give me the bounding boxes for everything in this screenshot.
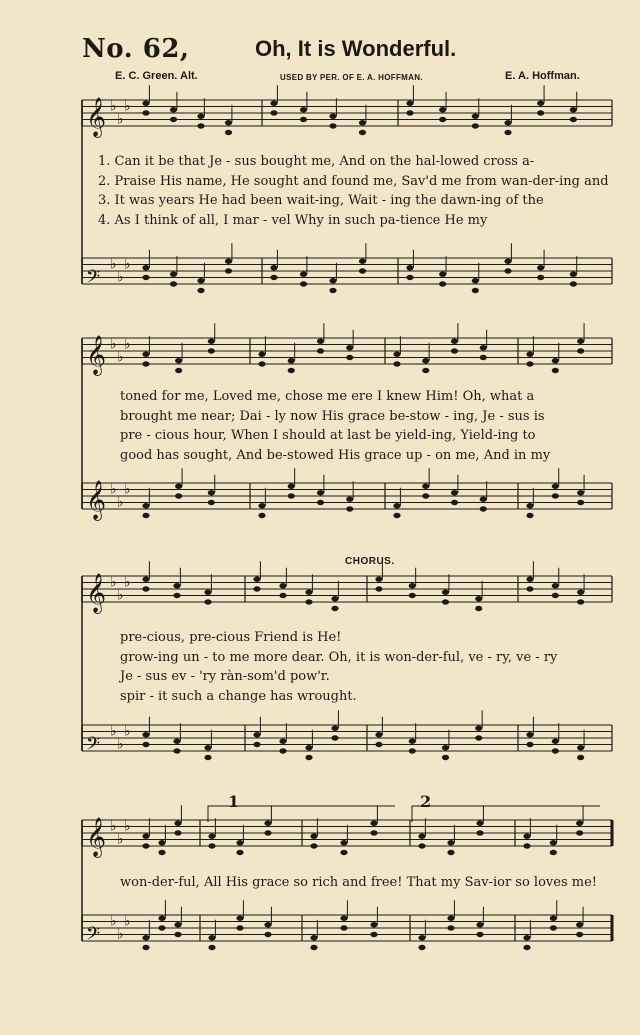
note-head	[472, 123, 479, 128]
note-head	[170, 117, 177, 122]
note-head	[409, 583, 416, 588]
flat-icon: ♭	[124, 723, 131, 740]
note-head	[552, 368, 559, 373]
note-head	[370, 922, 377, 927]
note-head	[577, 755, 584, 760]
note-head	[264, 922, 271, 927]
ending-number: 2	[420, 792, 432, 811]
bass-clef-icon: 𝄢	[86, 267, 101, 292]
note-head	[264, 821, 271, 826]
note-head	[451, 339, 458, 344]
note-head	[576, 932, 583, 937]
note-head	[175, 484, 182, 489]
note-head	[550, 916, 557, 921]
note-head	[236, 840, 243, 845]
note-head	[340, 850, 347, 855]
note-head	[300, 107, 307, 112]
note-head	[253, 732, 260, 737]
note-head	[305, 755, 312, 760]
note-head	[523, 945, 530, 950]
note-head	[158, 925, 165, 930]
lyric-line: pre-cious, pre-cious Friend is He!	[120, 630, 342, 645]
lyrics-system-4	[120, 873, 604, 893]
note-head	[552, 583, 559, 588]
note-head	[526, 577, 533, 582]
note-head	[170, 272, 177, 277]
flat-icon: ♭	[110, 818, 117, 835]
note-head	[359, 120, 366, 125]
note-head	[288, 358, 295, 363]
bass-clef-icon: 𝄢	[86, 734, 101, 759]
note-head	[439, 107, 446, 112]
note-head	[158, 850, 165, 855]
note-head	[476, 922, 483, 927]
bass-clef-icon: 𝄢	[86, 924, 101, 949]
flat-icon: ♭	[124, 574, 131, 591]
note-head	[577, 500, 584, 505]
note-head	[142, 742, 149, 747]
note-head	[158, 916, 165, 921]
note-head	[270, 101, 277, 106]
note-head	[370, 932, 377, 937]
note-head	[225, 259, 232, 264]
note-head	[550, 840, 557, 845]
note-head	[317, 339, 324, 344]
note-head	[439, 281, 446, 286]
note-head	[447, 925, 454, 930]
note-head	[300, 272, 307, 277]
note-head	[442, 590, 449, 595]
note-head	[472, 278, 479, 283]
note-head	[409, 748, 416, 753]
note-head	[236, 850, 243, 855]
note-head	[225, 130, 232, 135]
flat-icon: ♭	[124, 98, 131, 115]
note-head	[359, 130, 366, 135]
note-head	[329, 114, 336, 119]
note-head	[406, 110, 413, 115]
note-head	[476, 932, 483, 937]
note-head	[537, 275, 544, 280]
note-head	[331, 606, 338, 611]
note-head	[526, 503, 533, 508]
note-head	[329, 278, 336, 283]
note-head	[317, 490, 324, 495]
note-head	[142, 503, 149, 508]
flat-icon: ♭	[117, 494, 124, 511]
note-head	[331, 596, 338, 601]
note-head	[550, 925, 557, 930]
note-head	[442, 755, 449, 760]
note-head	[552, 748, 559, 753]
note-head	[208, 935, 215, 940]
note-head	[208, 500, 215, 505]
note-head	[418, 935, 425, 940]
note-head	[173, 748, 180, 753]
note-head	[310, 935, 317, 940]
note-head	[264, 932, 271, 937]
note-head	[208, 843, 215, 848]
flat-icon: ♭	[110, 481, 117, 498]
note-head	[253, 586, 260, 591]
music-credit: E. A. Hoffman.	[505, 70, 580, 82]
note-head	[310, 834, 317, 839]
note-head	[270, 110, 277, 115]
note-head	[279, 593, 286, 598]
note-head	[331, 726, 338, 731]
flat-icon: ♭	[117, 926, 124, 943]
lyric-line: pre - cious hour, When I should at last be yield-ing, Yield-ing to	[120, 428, 536, 443]
note-head	[576, 821, 583, 826]
note-head	[142, 577, 149, 582]
note-head	[447, 840, 454, 845]
note-head	[570, 281, 577, 286]
note-head	[480, 355, 487, 360]
note-head	[537, 265, 544, 270]
note-head	[142, 945, 149, 950]
note-head	[422, 368, 429, 373]
note-head	[406, 265, 413, 270]
note-head	[142, 275, 149, 280]
note-head	[329, 288, 336, 293]
note-head	[552, 739, 559, 744]
note-head	[476, 821, 483, 826]
note-head	[258, 361, 265, 366]
note-head	[158, 840, 165, 845]
note-head	[340, 925, 347, 930]
note-head	[173, 583, 180, 588]
note-head	[577, 590, 584, 595]
note-head	[142, 834, 149, 839]
note-head	[475, 596, 482, 601]
lyric-line: spir - it such a change has wrought.	[120, 688, 357, 704]
flat-icon: ♭	[110, 723, 117, 740]
flat-icon: ♭	[117, 831, 124, 848]
note-head	[270, 265, 277, 270]
note-head	[142, 513, 149, 518]
note-head	[504, 268, 511, 273]
flat-icon: ♭	[117, 736, 124, 753]
note-head	[317, 348, 324, 353]
note-head	[236, 925, 243, 930]
note-head	[406, 101, 413, 106]
lyric-line: 1. Can it be that Je - sus bought me, And on the hal-lowed cross a-	[98, 154, 535, 169]
note-head	[370, 821, 377, 826]
note-head	[236, 916, 243, 921]
note-head	[577, 745, 584, 750]
note-head	[204, 745, 211, 750]
note-head	[570, 117, 577, 122]
note-head	[279, 583, 286, 588]
note-head	[577, 599, 584, 604]
lyric-line: 3. It was years He had been wait-ing, Wait - ing the dawn-ing of the	[98, 193, 544, 208]
note-head	[142, 101, 149, 106]
note-head	[174, 932, 181, 937]
note-head	[526, 742, 533, 747]
note-head	[225, 120, 232, 125]
note-head	[370, 830, 377, 835]
note-head	[480, 497, 487, 502]
note-head	[346, 355, 353, 360]
note-head	[142, 361, 149, 366]
note-head	[504, 130, 511, 135]
words-credit: E. C. Green. Alt.	[115, 70, 198, 82]
note-head	[300, 117, 307, 122]
note-head	[288, 493, 295, 498]
note-head	[225, 268, 232, 273]
note-head	[317, 500, 324, 505]
note-head	[472, 114, 479, 119]
treble-clef-icon: 𝄞	[86, 817, 107, 857]
note-head	[526, 352, 533, 357]
note-head	[523, 935, 530, 940]
note-head	[406, 275, 413, 280]
lyric-line: toned for me, Loved me, chose me ere I knew Him! Oh, what a	[120, 389, 535, 404]
note-head	[253, 742, 260, 747]
note-head	[197, 288, 204, 293]
note-head	[375, 577, 382, 582]
note-head	[504, 120, 511, 125]
note-head	[142, 935, 149, 940]
note-head	[197, 278, 204, 283]
flat-icon: ♭	[110, 913, 117, 930]
lyric-line: grow-ing un - to me more dear. Oh, it is won-der-ful, ve - ry, ve - ry	[120, 649, 558, 665]
note-head	[197, 123, 204, 128]
note-head	[475, 726, 482, 731]
note-head	[526, 513, 533, 518]
note-head	[526, 586, 533, 591]
chorus-label: CHORUS.	[345, 556, 395, 567]
note-head	[480, 506, 487, 511]
flat-icon: ♭	[124, 481, 131, 498]
note-head	[422, 484, 429, 489]
note-head	[346, 506, 353, 511]
note-head	[331, 735, 338, 740]
note-head	[447, 850, 454, 855]
note-head	[142, 110, 149, 115]
note-head	[552, 593, 559, 598]
note-head	[208, 339, 215, 344]
note-head	[142, 265, 149, 270]
hymn-title: Oh, It is Wonderful.	[255, 36, 457, 61]
lyric-line: good has sought, And be-stowed His grace up - on me, And in my	[120, 447, 551, 463]
note-head	[204, 599, 211, 604]
note-head	[393, 503, 400, 508]
note-head	[442, 599, 449, 604]
note-head	[577, 339, 584, 344]
note-head	[346, 345, 353, 350]
note-head	[204, 590, 211, 595]
note-head	[174, 821, 181, 826]
note-head	[288, 368, 295, 373]
note-head	[418, 834, 425, 839]
note-head	[451, 348, 458, 353]
note-head	[475, 606, 482, 611]
note-head	[270, 275, 277, 280]
ending-number: 1	[228, 792, 240, 811]
flat-icon: ♭	[110, 98, 117, 115]
note-head	[451, 500, 458, 505]
note-head	[526, 732, 533, 737]
lyric-line: brought me near; Dai - ly now His grace be-stow - ing, Je - sus is	[120, 408, 545, 424]
treble-clef-icon: 𝄞	[86, 97, 107, 137]
lyrics-system-3	[120, 628, 610, 706]
note-head	[570, 272, 577, 277]
note-head	[174, 830, 181, 835]
note-head	[175, 358, 182, 363]
note-head	[576, 830, 583, 835]
flat-icon: ♭	[124, 256, 131, 273]
note-head	[258, 352, 265, 357]
note-head	[577, 348, 584, 353]
note-head	[552, 484, 559, 489]
flat-icon: ♭	[117, 349, 124, 366]
note-head	[375, 742, 382, 747]
note-head	[173, 593, 180, 598]
note-head	[537, 101, 544, 106]
note-head	[418, 945, 425, 950]
lyrics-system-2	[120, 387, 608, 465]
lyric-line: won-der-ful, All His grace so rich and free! That my Sav-ior so loves me!	[120, 875, 597, 890]
note-head	[393, 352, 400, 357]
note-head	[550, 850, 557, 855]
treble-clef-icon: 𝄞	[86, 335, 107, 375]
note-head	[476, 830, 483, 835]
note-head	[346, 497, 353, 502]
flat-icon: ♭	[124, 336, 131, 353]
note-head	[422, 358, 429, 363]
note-head	[208, 348, 215, 353]
note-head	[208, 490, 215, 495]
note-head	[279, 739, 286, 744]
note-head	[375, 586, 382, 591]
note-head	[142, 732, 149, 737]
flat-icon: ♭	[124, 913, 131, 930]
flat-icon: ♭	[110, 574, 117, 591]
note-head	[570, 107, 577, 112]
hymn-number: No. 62,	[82, 34, 190, 64]
note-head	[409, 739, 416, 744]
note-head	[393, 513, 400, 518]
note-head	[451, 490, 458, 495]
note-head	[422, 493, 429, 498]
note-head	[175, 368, 182, 373]
note-head	[305, 599, 312, 604]
note-head	[375, 732, 382, 737]
note-head	[523, 843, 530, 848]
flat-icon: ♭	[117, 269, 124, 286]
note-head	[197, 114, 204, 119]
note-head	[340, 840, 347, 845]
note-head	[329, 123, 336, 128]
note-head	[264, 830, 271, 835]
lyric-line: 4. As I think of all, I mar - vel Why in such pa-tience He my	[98, 212, 488, 228]
note-head	[258, 513, 265, 518]
note-head	[576, 922, 583, 927]
note-head	[472, 288, 479, 293]
treble-clef-icon: 𝄞	[86, 480, 107, 520]
note-head	[310, 843, 317, 848]
note-head	[142, 843, 149, 848]
note-head	[208, 945, 215, 950]
note-head	[305, 745, 312, 750]
permission-note: USED BY PER. OF E. A. HOFFMAN.	[280, 73, 423, 82]
note-head	[359, 259, 366, 264]
note-head	[142, 352, 149, 357]
note-head	[552, 493, 559, 498]
flat-icon: ♭	[110, 256, 117, 273]
note-head	[504, 259, 511, 264]
note-head	[170, 281, 177, 286]
note-head	[552, 358, 559, 363]
note-head	[279, 748, 286, 753]
note-head	[258, 503, 265, 508]
note-head	[340, 916, 347, 921]
note-head	[310, 945, 317, 950]
note-head	[305, 590, 312, 595]
note-head	[288, 484, 295, 489]
note-head	[526, 361, 533, 366]
flat-icon: ♭	[124, 818, 131, 835]
note-head	[439, 117, 446, 122]
note-head	[393, 361, 400, 366]
flat-icon: ♭	[117, 111, 124, 128]
note-head	[173, 739, 180, 744]
note-head	[204, 755, 211, 760]
note-head	[174, 922, 181, 927]
note-head	[537, 110, 544, 115]
lyric-line: 2. Praise His name, He sought and found me, Sav'd me from wan-der-ing and	[98, 173, 609, 189]
note-head	[208, 834, 215, 839]
note-head	[577, 490, 584, 495]
note-head	[142, 586, 149, 591]
note-head	[359, 268, 366, 273]
note-head	[409, 593, 416, 598]
note-head	[523, 834, 530, 839]
flat-icon: ♭	[117, 587, 124, 604]
note-head	[447, 916, 454, 921]
note-head	[170, 107, 177, 112]
note-head	[418, 843, 425, 848]
note-head	[175, 493, 182, 498]
lyric-line: Je - sus ev - 'ry ràn-som'd pow'r.	[120, 669, 330, 684]
note-head	[300, 281, 307, 286]
flat-icon: ♭	[110, 336, 117, 353]
note-head	[253, 577, 260, 582]
treble-clef-icon: 𝄞	[86, 573, 107, 613]
lyrics-system-1	[98, 152, 608, 230]
note-head	[475, 735, 482, 740]
note-head	[480, 345, 487, 350]
note-head	[442, 745, 449, 750]
note-head	[439, 272, 446, 277]
